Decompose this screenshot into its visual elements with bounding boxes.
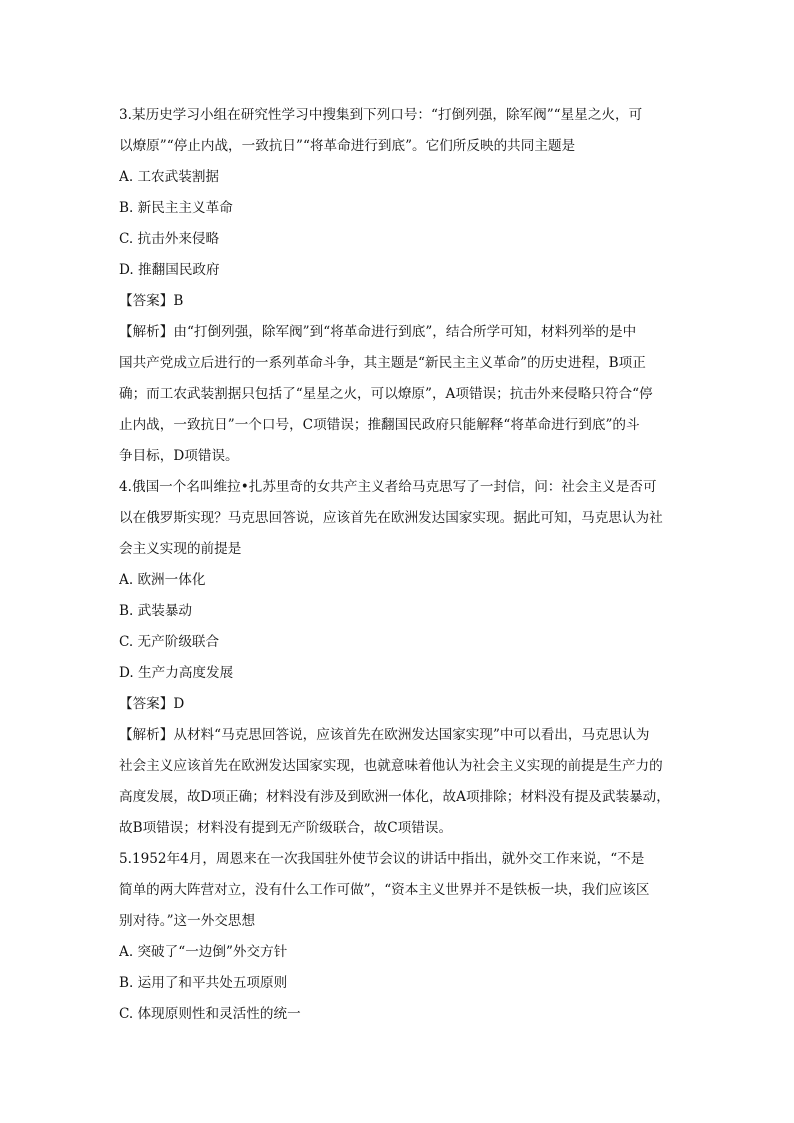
option-a: A. 欧洲一体化 [119, 572, 206, 588]
question-stem-line: 以在俄罗斯实现？马克思回答说，应该首先在欧洲发达国家实现。据此可知，马克思认为社 [119, 510, 663, 526]
document-page [119, 100, 685, 1030]
option-c: C. 体现原则性和灵活性的统一 [119, 1006, 301, 1022]
question-3 [119, 100, 685, 472]
option-d: D. 生产力高度发展 [119, 665, 234, 681]
question-stem-line: 别对待。”这一外交思想 [119, 913, 256, 929]
question-stem-line: 3.某历史学习小组在研究性学习中搜集到下列口号：“打倒列强，除军阀”“星星之火，可 [119, 107, 643, 123]
option-d: D. 推翻国民政府 [119, 262, 220, 278]
question-5 [119, 844, 685, 1030]
option-b: B. 新民主主义革命 [119, 200, 233, 216]
analysis-line: 国共产党成立后进行的一系列革命斗争，其主题是“新民主主义革命”的历史进程，B项正 [119, 355, 646, 371]
question-stem-line: 以燎原”“停止内战，一致抗日”“将革命进行到底”。它们所反映的共同主题是 [119, 138, 576, 154]
option-c: C. 抗击外来侵略 [119, 231, 220, 247]
option-b: B. 武装暴动 [119, 603, 193, 619]
analysis-line: 社会主义应该首先在欧洲发达国家实现，也就意味着他认为社会主义实现的前提是生产力的 [119, 758, 663, 774]
analysis-line: 【解析】由“打倒列强，除军阀”到“将革命进行到底”，结合所学可知，材料列举的是中 [119, 324, 637, 340]
answer-line: 【答案】D [119, 696, 185, 712]
option-a: A. 突破了“一边倒”外交方针 [119, 944, 288, 960]
question-stem-line: 4.俄国一个名叫维拉•扎苏里奇的女共产主义者给马克思写了一封信，问：社会主义是否可 [119, 479, 657, 495]
analysis-line: 高度发展，故D项正确；材料没有涉及到欧洲一体化，故A项排除；材料没有提及武装暴动， [119, 789, 670, 805]
option-b: B. 运用了和平共处五项原则 [119, 975, 288, 991]
question-stem-line: 简单的两大阵营对立，没有什么工作可做”，“资本主义世界并不是铁板一块，我们应该区 [119, 882, 650, 898]
analysis-line: 【解析】从材料“马克思回答说，应该首先在欧洲发达国家实现”中可以看出，马克思认为 [119, 727, 650, 743]
analysis-line: 确；而工农武装割据只包括了“星星之火，可以燎原”，A项错误；抗击外来侵略只符合“停 [119, 386, 653, 402]
analysis-line: 故B项错误；材料没有提到无产阶级联合，故C项错误。 [119, 820, 453, 836]
question-stem-line: 会主义实现的前提是 [119, 541, 242, 557]
analysis-line: 争目标，D项错误。 [119, 448, 239, 464]
answer-line: 【答案】B [119, 293, 184, 309]
question-stem-line: 5.1952年4月，周恩来在一次我国驻外使节会议的讲话中指出，就外交工作来说，“不是 [119, 851, 645, 867]
analysis-line: 止内战，一致抗日”一个口号，C项错误；推翻国民政府只能解释“将革命进行到底”的斗 [119, 417, 640, 433]
option-a: A. 工农武装割据 [119, 169, 220, 185]
option-c: C. 无产阶级联合 [119, 634, 220, 650]
question-4 [119, 472, 685, 844]
